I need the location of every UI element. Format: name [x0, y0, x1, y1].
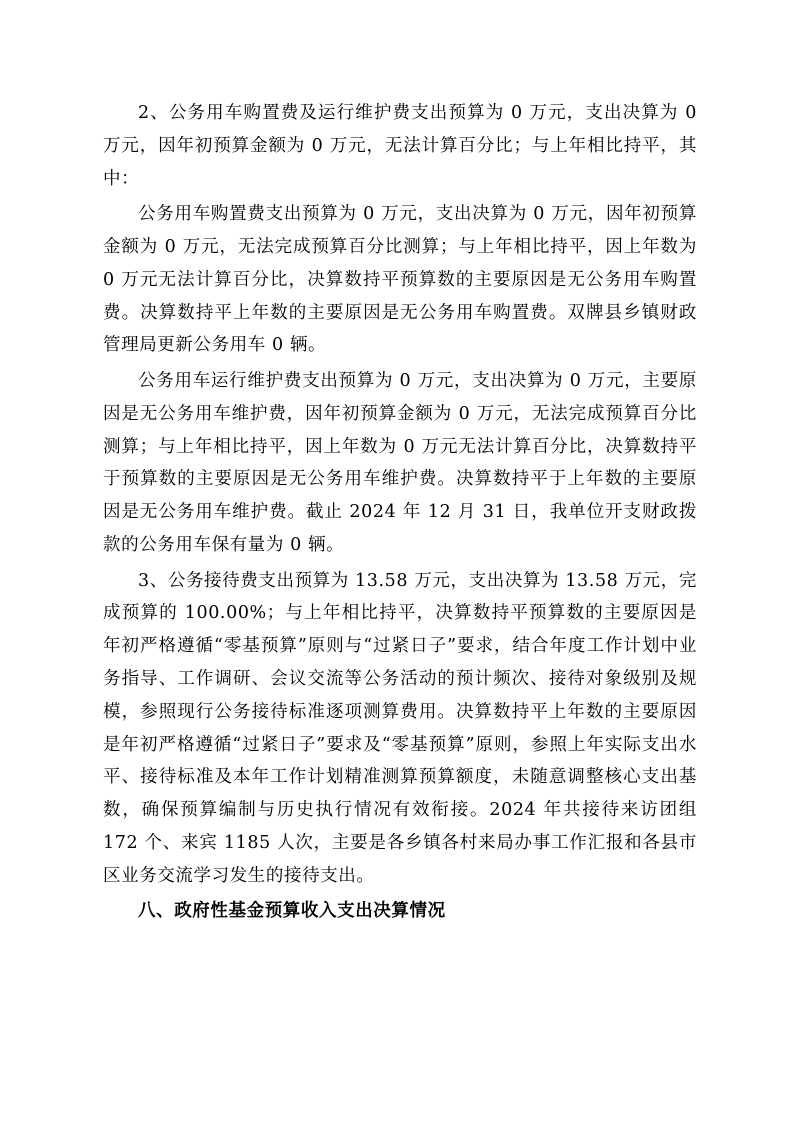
paragraph-reception-costs: 3、公务接待费支出预算为 13.58 万元，支出决算为 13.58 万元，完成预算的 100.00%；与上年相比持平，决算数持平预算数的主要原因是年初严格遵循“零基预算”原则与“过紧日子”要求，结合年度工作计划中业务指导、工作调研、会议交流等公务活动的预计频次、接待对象级别及规模，参照现行公务接待标准逐项测算费用。决算数持平上年数的主要原因是年初严格遵循“过紧日子”要求及“零基预算”原则，参照上年实际支出水平、接待标准及本年工作计划精准测算预算额度，未随意调整核心支出基数，确保预算编制与历史执行情况有效衔接。2024 年共接待来访团组 172 个、来宾 1185 人次，主要是各乡镇各村来局办事工作汇报和各县市区业务交流学习发生的接待支出。 — [103, 570, 697, 886]
paragraph-vehicle-costs: 2、公务用车购置费及运行维护费支出预算为 0 万元，支出决算为 0 万元，因年初预算金额为 0 万元，无法计算百分比；与上年相比持平，其中： — [103, 103, 697, 189]
document-page — [103, 97, 697, 928]
paragraph-vehicle-maintenance: 公务用车运行维护费支出预算为 0 万元，支出决算为 0 万元，主要原因是无公务用车维护费，因年初预算金额为 0 万元，无法完成预算百分比测算；与上年相比持平，因上年数为 0 万元无法计算百分比，决算数持平于预算数的主要原因是无公务用车维护费。决算数持平于上年数的主要原因是无公务用车维护费。截止 2024 年 12 月 31 日，我单位开支财政拨款的公务用车保有量为 0 辆。 — [103, 370, 697, 555]
paragraph-vehicle-purchase: 公务用车购置费支出预算为 0 万元，支出决算为 0 万元，因年初预算金额为 0 万元，无法完成预算百分比测算；与上年相比持平，因上年数为 0 万元无法计算百分比，决算数持平预算数的主要原因是无公务用车购置费。决算数持平上年数的主要原因是无公务用车购置费。双牌县乡镇财政管理局更新公务用车 0 辆。 — [103, 204, 697, 356]
section-heading: 八、政府性基金预算收入支出决算情况 — [138, 901, 446, 922]
